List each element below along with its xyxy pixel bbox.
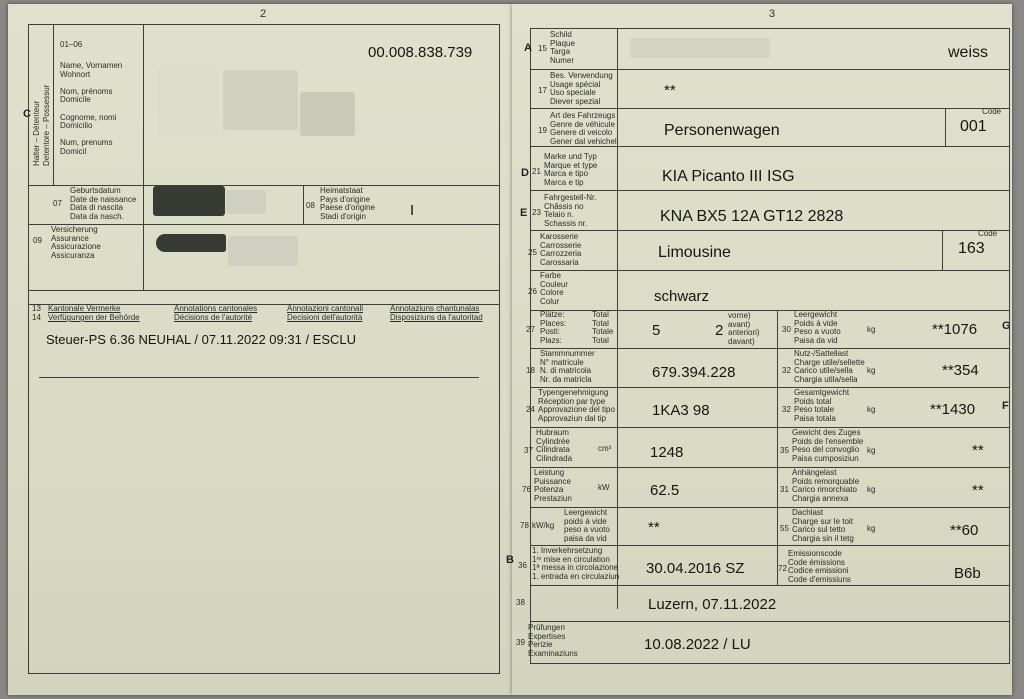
towing-weight-value: ** (972, 482, 984, 499)
power-value: 62.5 (650, 482, 680, 499)
field-14-number: 14 (32, 313, 41, 322)
train-weight-labels: Gewicht des Zuges Poids de l'ensemble Peso del convoglio Paisa cumposiziun (792, 428, 864, 463)
plate-labels: Schild Plaque Targa Numer (550, 30, 575, 65)
home-country-labels: Heimatstaat Pays d'origine Paese d'origine Stadi d'origin (320, 186, 375, 221)
displacement-labels: Hubraum Cylindrée Cilindrata Cilindrada (536, 428, 573, 463)
roof-load-value: **60 (950, 522, 979, 539)
holder-name-labels: Name, Vornamen Wohnort Nom, prénoms Domicile Cognome, nomi Domicilio Num, prenums Domicil (60, 61, 123, 156)
seats-labels: Plätze: Places: Posti: Plazs: (540, 310, 567, 345)
inspection-value: 10.08.2022 / LU (644, 636, 751, 653)
field-38-number: 38 (516, 598, 525, 607)
power-labels: Leistung Puissance Potenza Prestaziun (534, 468, 572, 503)
color-labels: Farbe Couleur Colore Colur (540, 271, 569, 306)
power-unit: kW (598, 483, 610, 492)
payload-labels: Nutz-/Sattellast Charge utile/sellette Carico utile/sella Chargia utila/sella (794, 349, 865, 384)
insurance-labels: Versicherung Assurance Assicurazione Assicuranza (51, 225, 101, 260)
displacement-unit: cm³ (598, 444, 612, 453)
roof-load-unit: kg (867, 524, 876, 533)
cantonal-annotation: Steuer-PS 6.36 NEUHAL / 07.11.2022 09:31 / ESCLU (46, 332, 357, 347)
section-letter-f: F (1002, 400, 1009, 412)
home-country-value: I (410, 202, 415, 219)
seats-front-labels: vorne) avant) anteriori) davant) (728, 311, 760, 346)
chassis-labels: Fahrgestell-Nr. Châssis no Telaio n. Schassis nr. (544, 193, 597, 228)
field-07-number: 07 (53, 199, 62, 208)
issue-place-date: Luzern, 07.11.2022 (648, 596, 777, 613)
special-use-labels: Bes. Verwendung Usage spécial Uso speciale Diever spezial (550, 71, 613, 106)
power-weight-labels: Leergewicht poids à vide peso a vuoto paisa da vid (564, 508, 610, 543)
displacement-value: 1248 (650, 444, 684, 461)
field-72-number: 72 (778, 564, 787, 573)
payload-unit: kg (867, 366, 876, 375)
cantonal-notes-label-it: Annotazioni cantonali Decisioni dell'autorità (287, 304, 364, 322)
redacted-name (158, 66, 218, 138)
redacted-insurance (156, 234, 226, 252)
seats-front-value: 2 (715, 322, 724, 339)
color-value: schwarz (654, 288, 710, 305)
body-code: 163 (958, 240, 985, 257)
vehicle-kind-code: 001 (960, 118, 987, 135)
field-13-number: 13 (32, 304, 41, 313)
birthdate-labels: Geburtsdatum Date de naissance Data di nascita Data da nasch. (70, 186, 137, 221)
field-32a-number: 32 (782, 366, 791, 375)
power-weight-unit: kW/kg (532, 521, 555, 530)
first-registration-labels: 1. Inverkehrsetzung 1ʳᵉ mise en circulation 1ª messa in circolazione 1. entrada en circulaziun (532, 546, 620, 581)
cantonal-notes-label-de: Kantonale Vermerke (48, 304, 121, 313)
field-25-number: 25 (528, 248, 537, 257)
empty-weight-value: **1076 (932, 321, 978, 338)
holder-vertical-label: Halter – Détenteur (32, 100, 41, 166)
section-letter-d: D (521, 167, 529, 179)
field-31-number: 31 (780, 485, 789, 494)
vehicle-kind-value: Personenwagen (664, 122, 780, 139)
field-08-number: 08 (306, 201, 315, 210)
section-letter-c: C (23, 108, 31, 120)
field-30-number: 30 (782, 325, 791, 334)
master-number-value: 679.394.228 (652, 364, 736, 381)
cantonal-notes-label-fr: Annotations cantonales Décisions de l'autorité (174, 304, 258, 322)
field-35-number: 35 (780, 446, 789, 455)
field-23-number: 23 (532, 208, 541, 217)
plate-value: weiss (948, 44, 989, 61)
document-page-left (8, 4, 512, 695)
body-value: Limousine (658, 244, 731, 261)
page-number-right: 3 (769, 8, 776, 20)
power-weight-value: ** (648, 519, 660, 536)
field-18-number: 18 (526, 366, 535, 375)
section-letter-b: B (506, 554, 514, 566)
authority-decisions-label-de: Verfügungen der Behörde (48, 313, 140, 322)
field-36-number: 36 (518, 561, 527, 570)
field-21-number: 21 (532, 167, 541, 176)
field-24-number: 24 (526, 405, 535, 414)
empty-weight-unit: kg (867, 325, 876, 334)
empty-weight-labels: Leergewicht Poids à vide Peso a vuoto Paisa da vid (794, 310, 841, 345)
field-17-number: 17 (538, 86, 547, 95)
emission-code-labels: Emissionscode Code émissions Codice emissioni Code d'emissiuns (788, 549, 851, 584)
cantonal-notes-label-rm: Annotaziuns chantunalas Disposiziuns da l'autoritad (390, 304, 483, 322)
first-registration-value: 30.04.2016 SZ (646, 560, 745, 577)
make-type-value: KIA Picanto III ISG (662, 168, 795, 185)
type-approval-labels: Typengenehmigung Réception par type Approvazione del tipo Approvaziun dal tip (538, 388, 615, 423)
roof-load-labels: Dachlast Charge sur le toit Carico sul tetto Chargia sin il tetg (792, 508, 854, 543)
master-number-labels: Stammnummer N° matricule N. di matricola Nr. da matricla (540, 349, 595, 384)
redacted-birthdate (153, 186, 225, 216)
make-type-labels: Marke und Typ Marque et type Marca e tipo Marca e tip (544, 152, 598, 187)
holder-vertical-label-2: Detentore – Possessur (42, 84, 51, 166)
field-55-number: 55 (780, 524, 789, 533)
field-78-number: 78 (520, 521, 529, 530)
payload-value: **354 (942, 362, 979, 379)
field-32b-number: 32 (782, 405, 791, 414)
body-labels: Karosserie Carrosserie Carrozzeria Carossaria (540, 232, 582, 267)
body-code-label: Code (978, 229, 998, 238)
document-page-right (506, 4, 1012, 695)
total-weight-labels: Gesamtgewicht Poids total Peso totale Paisa totala (794, 388, 850, 423)
field-37-number: 37 (524, 446, 533, 455)
train-weight-unit: kg (867, 446, 876, 455)
total-weight-unit: kg (867, 405, 876, 414)
inspection-labels: Prüfungen Expertises Perizie Examinaziuns (528, 623, 578, 658)
field-01-06-number: 01–06 (60, 40, 83, 49)
chassis-value: KNA BX5 12A GT12 2828 (660, 208, 844, 225)
total-weight-value: **1430 (930, 401, 976, 418)
seats-total-value: 5 (652, 322, 661, 339)
type-approval-value: 1KA3 98 (652, 402, 710, 419)
emission-code-value: B6b (954, 565, 981, 582)
field-27-number: 27 (526, 325, 535, 334)
vehicle-kind-code-label: Code (982, 107, 1002, 116)
vehicle-kind-labels: Art des Fahrzeugs Genre de véhicule Genere di veicolo Gener dal vehichel (550, 111, 617, 146)
field-39-number: 39 (516, 638, 525, 647)
section-letter-g: G (1002, 320, 1011, 332)
redacted-plate (630, 38, 770, 58)
field-26-number: 26 (528, 287, 537, 296)
section-letter-e: E (520, 207, 528, 219)
page-number-left: 2 (260, 8, 267, 20)
field-09-number: 09 (33, 236, 42, 245)
field-76-number: 76 (522, 485, 531, 494)
seats-total-labels: Total Total Totale Total (592, 310, 614, 345)
field-15-number: 15 (538, 44, 547, 53)
towing-weight-labels: Anhängelast Poids remorquable Carico rimorchiato Chargia annexa (792, 468, 860, 503)
towing-weight-unit: kg (867, 485, 876, 494)
section-letter-a: A (524, 42, 532, 54)
field-19-number: 19 (538, 126, 547, 135)
train-weight-value: ** (972, 442, 984, 459)
special-use-value: ** (664, 82, 676, 99)
holder-number: 00.008.838.739 (368, 44, 473, 61)
